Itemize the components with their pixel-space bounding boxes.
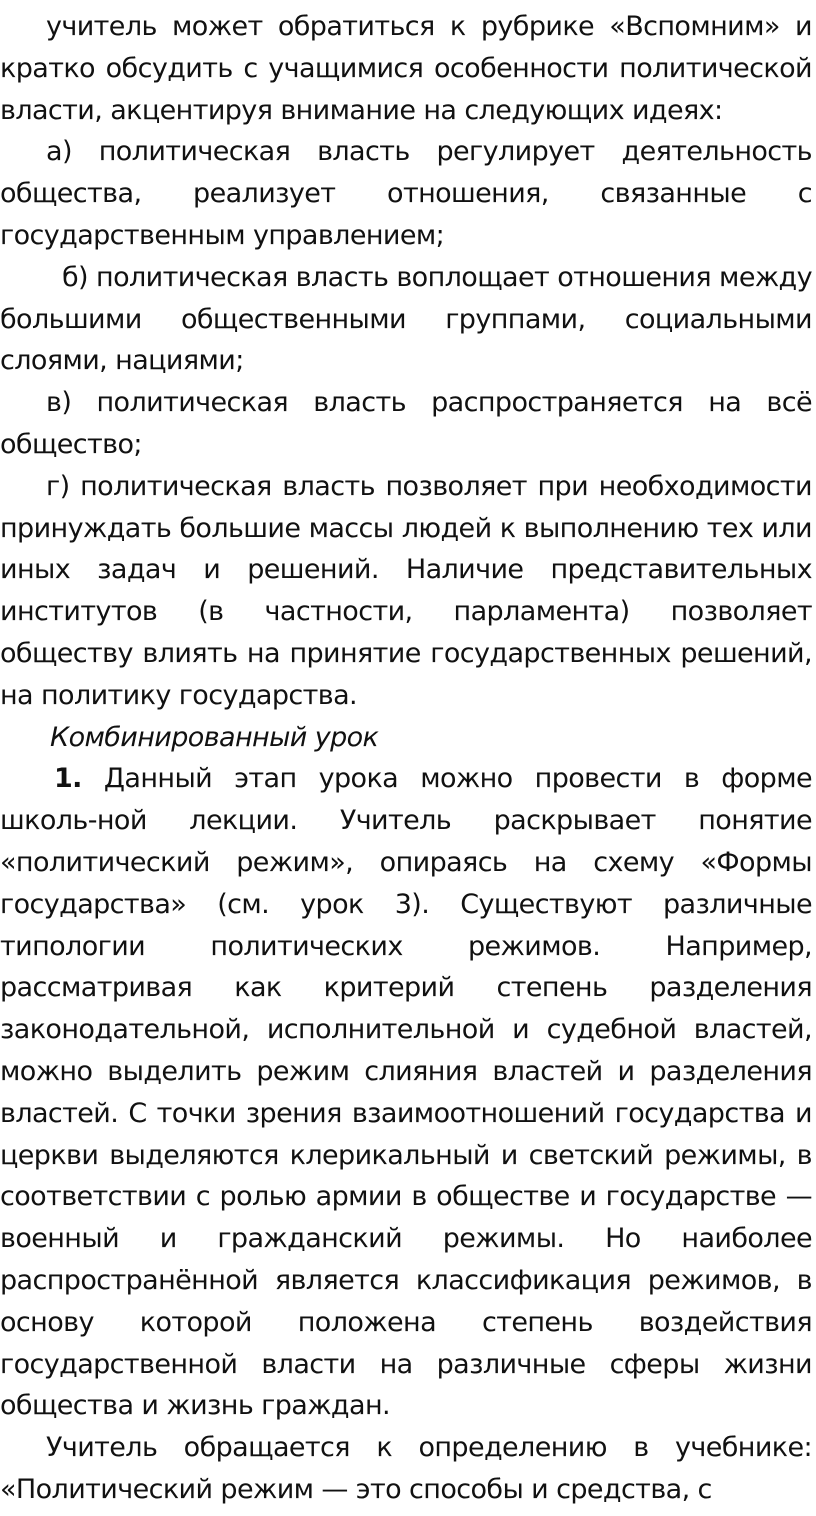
list-item-a: а) политическая власть регулирует деятельность общества, реализует отношения, связанные с государственным управлением; — [0, 136, 812, 251]
paragraph-lecture — [0, 758, 812, 1427]
paragraph-definition: Учитель обращается к определению в учебнике: «Политический режим — это способы и средства, с — [0, 1432, 812, 1505]
list-item-v: в) политическая власть распространяется на всё общество; — [0, 387, 812, 460]
list-item-g: г) политическая власть позволяет при необходимости принуждать большие массы людей к выполнению тех или иных задач и решений. Наличие представительных институтов (в частности, парламента) позволяет обществу влиять на принятие государственных решений, на политику государства. — [0, 470, 812, 711]
list-item-b: б) политическая власть воплощает отношения между большими общественными группами, социальными слоями, нациями; — [0, 261, 812, 377]
section-heading: Комбинированный урок — [50, 721, 379, 753]
document-page — [0, 6, 812, 1511]
paragraph-lecture-text: Данный этап урока можно провести в форме школь-ной лекции. Учитель раскрывает понятие «политический режим», опираясь на схему «Формы государства» (см. урок 3). Существуют различные типологии политических режимов. Например, рассматривая как критерий степень разделения законодательной, исполнительной и судебной властей, можно выделить режим слияния властей и разделения властей. С точки зрения взаимоотношений государства и церкви выделяются клерикальный и светский режимы, в соответствии с ролью армии в обществе и государстве — военный и гражданский режимы. Но наиболее распространённой является классификация режимов, в основу которой положена степень воздействия государственной власти на различные сферы жизни общества и жизнь граждан. — [0, 763, 812, 1422]
step-number: 1. — [54, 763, 82, 795]
paragraph-intro: учитель может обратиться к рубрике «Вспомним» и кратко обсудить с учащимися особенности политической власти, акцентируя внимание на следующих идеях: — [0, 11, 812, 126]
